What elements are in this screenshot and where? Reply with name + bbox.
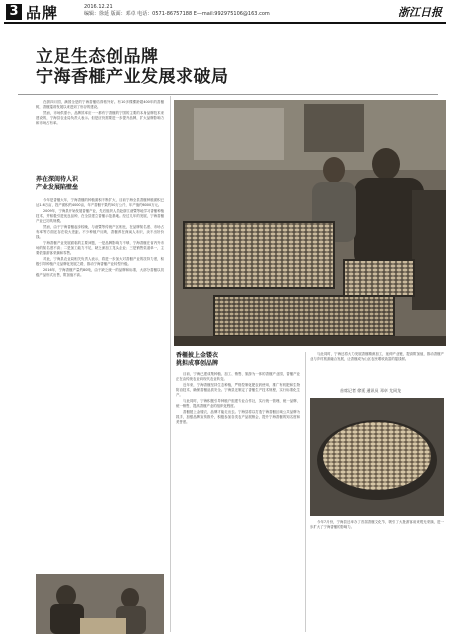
column-2-paragraph: 与此同时，宁海积极引导种植户组建专业合作社，实行统一管理、统一品牌、统一销售，提高香榧产业的组织化程度。 [176, 399, 300, 408]
column-1-paragraph: 宁海香榧产业发展面临的主要问题，一是品牌影响力不够，宁海香榧在省内外市场的知名度不高；二是加工能力不足，缺乏深加工龙头企业；三是销售渠道单一，主要依靠游客采摘和零售。 [36, 241, 164, 255]
column-2-paragraph: 近年来，宁海香榧坚持生态种植，严格控制化肥农药使用，推广有机肥和生物防治技术，确保香榧品质安全。宁海县还制定了香榧生产技术规程，实行标准化生产。 [176, 383, 300, 397]
column-3-paragraph: 今年7月份，宁海县还举办了首届香榧文化节，吸引了大批游客前来观光采摘，进一步扩大了宁海香榧的影响力。 [310, 520, 444, 529]
subhead-1 [36, 176, 78, 192]
column-2-paragraph: 香榧披上金镂衣，品牌才能走出去。宁海县将以打造宁海香榧区域公共品牌为抓手，加强品牌宣传推介，积极参加各类农产品展销会，提升宁海香榧的知名度和美誉度。 [176, 410, 300, 424]
photo-workers-harvest [36, 574, 164, 634]
column-divider [305, 352, 306, 632]
column-divider [170, 96, 171, 632]
lead-paragraph: 在浙四月国，满园全是的宁海香榧结得格外好。有10多棵棵龄超400年的香榧树，香榧蓬勃发展以来进到了形谷的建设。 [36, 100, 164, 109]
headline-divider [18, 94, 438, 95]
column-1-paragraph: 今年是香榧大年，宁海香榧的种植面积不断扩大，目前宁海全县香榧种植面积已达1.6万亩，投产面积约4000亩，年产香榧干果约50万公斤，年产值约6000万元。 [36, 198, 164, 207]
lead-paragraph-2: 然而，市场供需小，品牌效率应一一都有宁香榧的宁国的主要的本身品牌技术来建设的，宁海县农业局负责人表示。但是应仍需要进一步提升品牌，扩大品牌影响力和市场占有率。 [36, 111, 164, 125]
harvest-photo-illustration [36, 574, 164, 634]
header-rule [4, 22, 446, 24]
column-3-bottom [310, 520, 444, 634]
bowl-photo-illustration [310, 398, 444, 516]
column-2-paragraph: 目前，宁海已建成集种植、加工、销售、旅游为一体的香榧产业园，香榧产业正在由传统农业向现代农业转变。 [176, 372, 300, 381]
photo-caption-line-1: 香榧披上金镂衣 [176, 352, 219, 359]
photo-bowl-of-torreya-nuts [310, 398, 444, 516]
column-1-paragraph: 2009年，宁海县开始发展香榧产业，先后组织人员赴浙江诸暨等地学习香榧种植技术，并积极引进优良品种，在全县建立香榧示范基地。经过几年的发展，宁海香榧产业已初具规模。 [36, 209, 164, 223]
column-1 [36, 198, 164, 570]
column-1-paragraph: 2016年，宁海香榧产量约80吨，由于缺乏统一的品牌和标准，大部分香榧以初级产品形式出售，附加值不高。 [36, 268, 164, 277]
newspaper-logo: 浙江日报 [398, 6, 442, 19]
photo-caption-line-2: 挑担成事创品牌 [176, 360, 219, 367]
lead-text [36, 100, 164, 170]
column-3-top [310, 352, 444, 386]
headline-line-2: 宁海香榧产业发展求破局 [36, 67, 229, 87]
column-3-paragraph: 与此同时，宁海还将大力发展香榧精深加工，延伸产业链，提高附加值，推动香榧产业与乡村旅游融合发展，让香榧成为山区农民增收致富的摇钱树。 [310, 352, 444, 361]
subhead-1-line-1: 养在深闺待人识 [36, 176, 79, 183]
page-number: 3 [6, 4, 22, 20]
column-1-paragraph: 然而，由于宁海香榧起步较晚，与诸暨等传统产区相比，在品牌知名度、市场占有率等方面还存在较大差距。不少种植户反映，香榧养在深闺人未识，卖不出好价钱。 [36, 225, 164, 239]
byline: 首席记者 徐延 通讯员 邓卓 尤同龙 [340, 388, 402, 393]
column-1-paragraph: 对此，宁海县农业局相关负责人表示，将进一步加大对香榧产业的扶持力度，积极引导种植户走品牌化发展之路，推动宁海香榧产业转型升级。 [36, 257, 164, 266]
issue-date: 2016.12.21 [84, 4, 113, 10]
column-2 [176, 372, 300, 634]
main-photo-farmers-sorting-torreya [174, 100, 446, 346]
headline-line-1: 立足生态创品牌 [36, 47, 159, 67]
subhead-1-line-2: 产业发展陷壁垒 [36, 184, 79, 191]
editor-contact: 编辑：徐延 版面：邓卓 电话：0571-86757188 E—mail:992975106@163.com [84, 11, 270, 17]
page-meta [84, 4, 270, 18]
section-title: 品牌 [26, 4, 59, 22]
photo-illustration [174, 100, 446, 346]
photo-caption [176, 352, 218, 368]
